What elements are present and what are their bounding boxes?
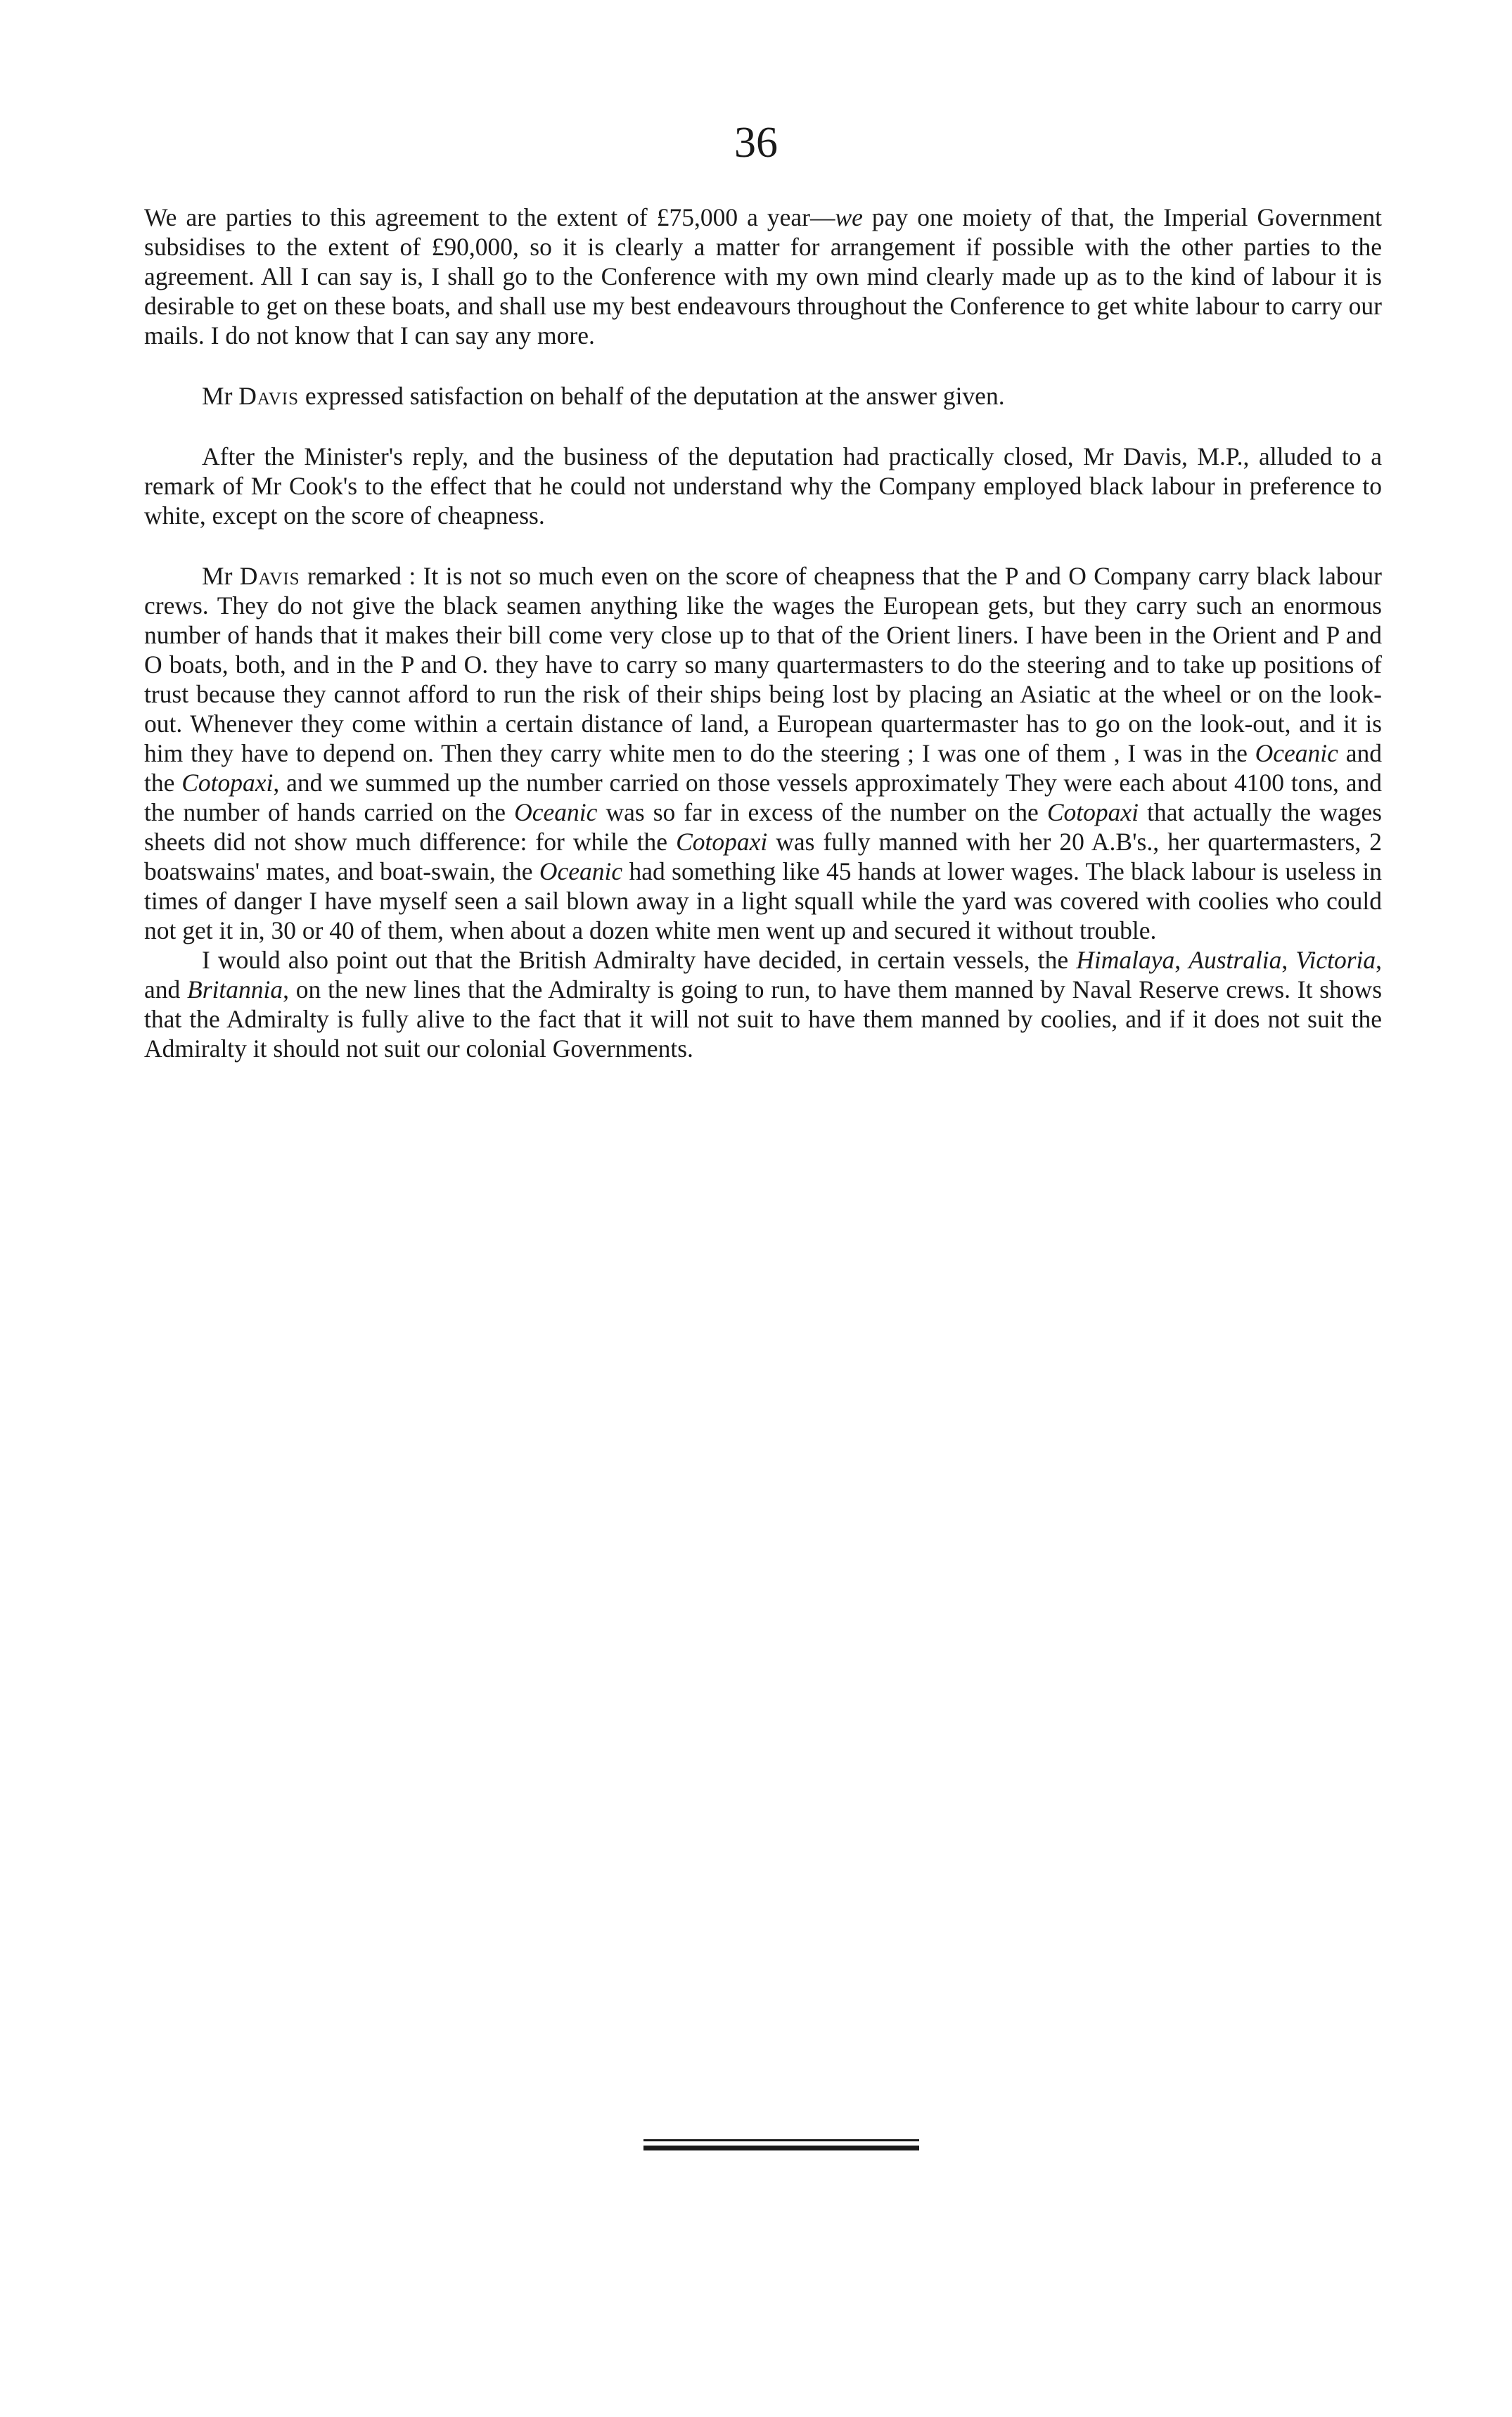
- paragraph-satisfaction: [144, 381, 1382, 411]
- text-run: and the: [144, 739, 1382, 797]
- ship-name: Oceanic: [514, 798, 598, 826]
- ship-name: Oceanic: [539, 857, 623, 885]
- speaker-name: Davis: [238, 382, 300, 410]
- ship-name: Cotopaxi: [676, 828, 768, 856]
- text-run: had something like 45 hands at lower wages. The black labour is useless in times of danger I have myself seen a sail blown away in a light squall while the yard was covered with coolies who could not get it in, 30 or 40 of them, when about a dozen white men went up and secured it without trouble.: [144, 857, 1382, 944]
- text-run: We are parties to this agreement to the extent of £75,000 a year—: [144, 203, 835, 231]
- ship-name: Himalaya: [1076, 946, 1175, 974]
- paragraph-davis-remarks: [144, 561, 1382, 945]
- text-run: , and: [144, 946, 1383, 1004]
- body-text: [144, 203, 1382, 1094]
- text-run: expressed satisfaction on behalf of the deputation at the answer given.: [299, 382, 1005, 410]
- text-run: , on the new lines that the Admiralty is going to run, to have them manned by Naval Reserve crews. It shows that the Admiralty is fully alive to the fact that it will not suit to have them manned by coolies, and if it does not suit the Admiralty it should not suit our colonial Governments.: [144, 975, 1383, 1063]
- text-run: was so far in excess of the number on the: [597, 798, 1047, 826]
- ship-name: Cotopaxi: [1046, 798, 1139, 826]
- ship-name: Britannia: [187, 975, 283, 1004]
- paragraph-ministers-reply: After the Minister's reply, and the business of the deputation had practically closed, Mr Davis, M.P., alluded to a remark of Mr Cook's to the effect that he could not understand why the Company employed black labour in preference to white, except on the score of cheapness.: [144, 442, 1382, 530]
- text-run: remarked : It is not so much even on the score of cheapness that the P and O Company carry black labour crews. They do not give the black seamen anything like the wages the European gets, but they carry such an enormous number of hands that it makes their bill come very close up to that of the Orient liners. I have been in the Orient and P and O boats, both, and in the P and O. they have to carry so many quartermasters to do the steering and to take up positions of trust because they cannot afford to run the risk of their ships being lost by placing an Asiatic at the wheel or on the look-out. Whenever they come within a certain distance of land, a European quartermaster has to go on the look-out, and it is him they have to depend on. Then they carry white men to do the steering ; I was one of them , I was in the: [144, 562, 1383, 767]
- ship-name: Australia: [1189, 946, 1282, 974]
- text-run: , and we summed up the number carried on those vessels approximately They were each about 4100 tons, and the number of hands carried on the: [144, 769, 1382, 826]
- text-run: ,: [1281, 946, 1296, 974]
- text-run: ,: [1174, 946, 1189, 974]
- text-run: was fully manned with her 20 A.B's., her quartermasters, 2 boatswains' mates, and boat-swain, the: [144, 828, 1382, 885]
- rule-thin-line: [643, 2139, 919, 2141]
- ship-name: Oceanic: [1255, 739, 1338, 767]
- text-run: I would also point out that the British Admiralty have decided, in certain vessels, the: [202, 946, 1077, 974]
- section-end-rule: [643, 2139, 919, 2150]
- rule-thick-line: [643, 2146, 919, 2150]
- text-run: pay one moiety of that, the Imperial Government subsidises to the extent of £90,000, so it is clearly a matter for arrangement if possible with the other parties to the agreement. All I can say is, I shall go to the Conference with my own mind clearly made up as to the kind of labour it is desirable to get on these boats, and shall use my best endeavours throughout the Conference to get white labour to carry our mails. I do not know that I can say any more.: [144, 203, 1382, 350]
- ship-name: Victoria: [1295, 946, 1376, 974]
- paragraph-agreement: [144, 203, 1382, 350]
- speaker-name: Davis: [239, 562, 300, 590]
- emphasis: we: [835, 203, 863, 231]
- page-number: 36: [734, 119, 778, 167]
- text-run: Mr: [202, 562, 240, 590]
- paragraph-admiralty: [144, 945, 1382, 1063]
- text-run: that actually the wages sheets did not show much difference: for while the: [144, 798, 1382, 856]
- text-run: Mr: [202, 382, 239, 410]
- ship-name: Cotopaxi: [181, 769, 274, 797]
